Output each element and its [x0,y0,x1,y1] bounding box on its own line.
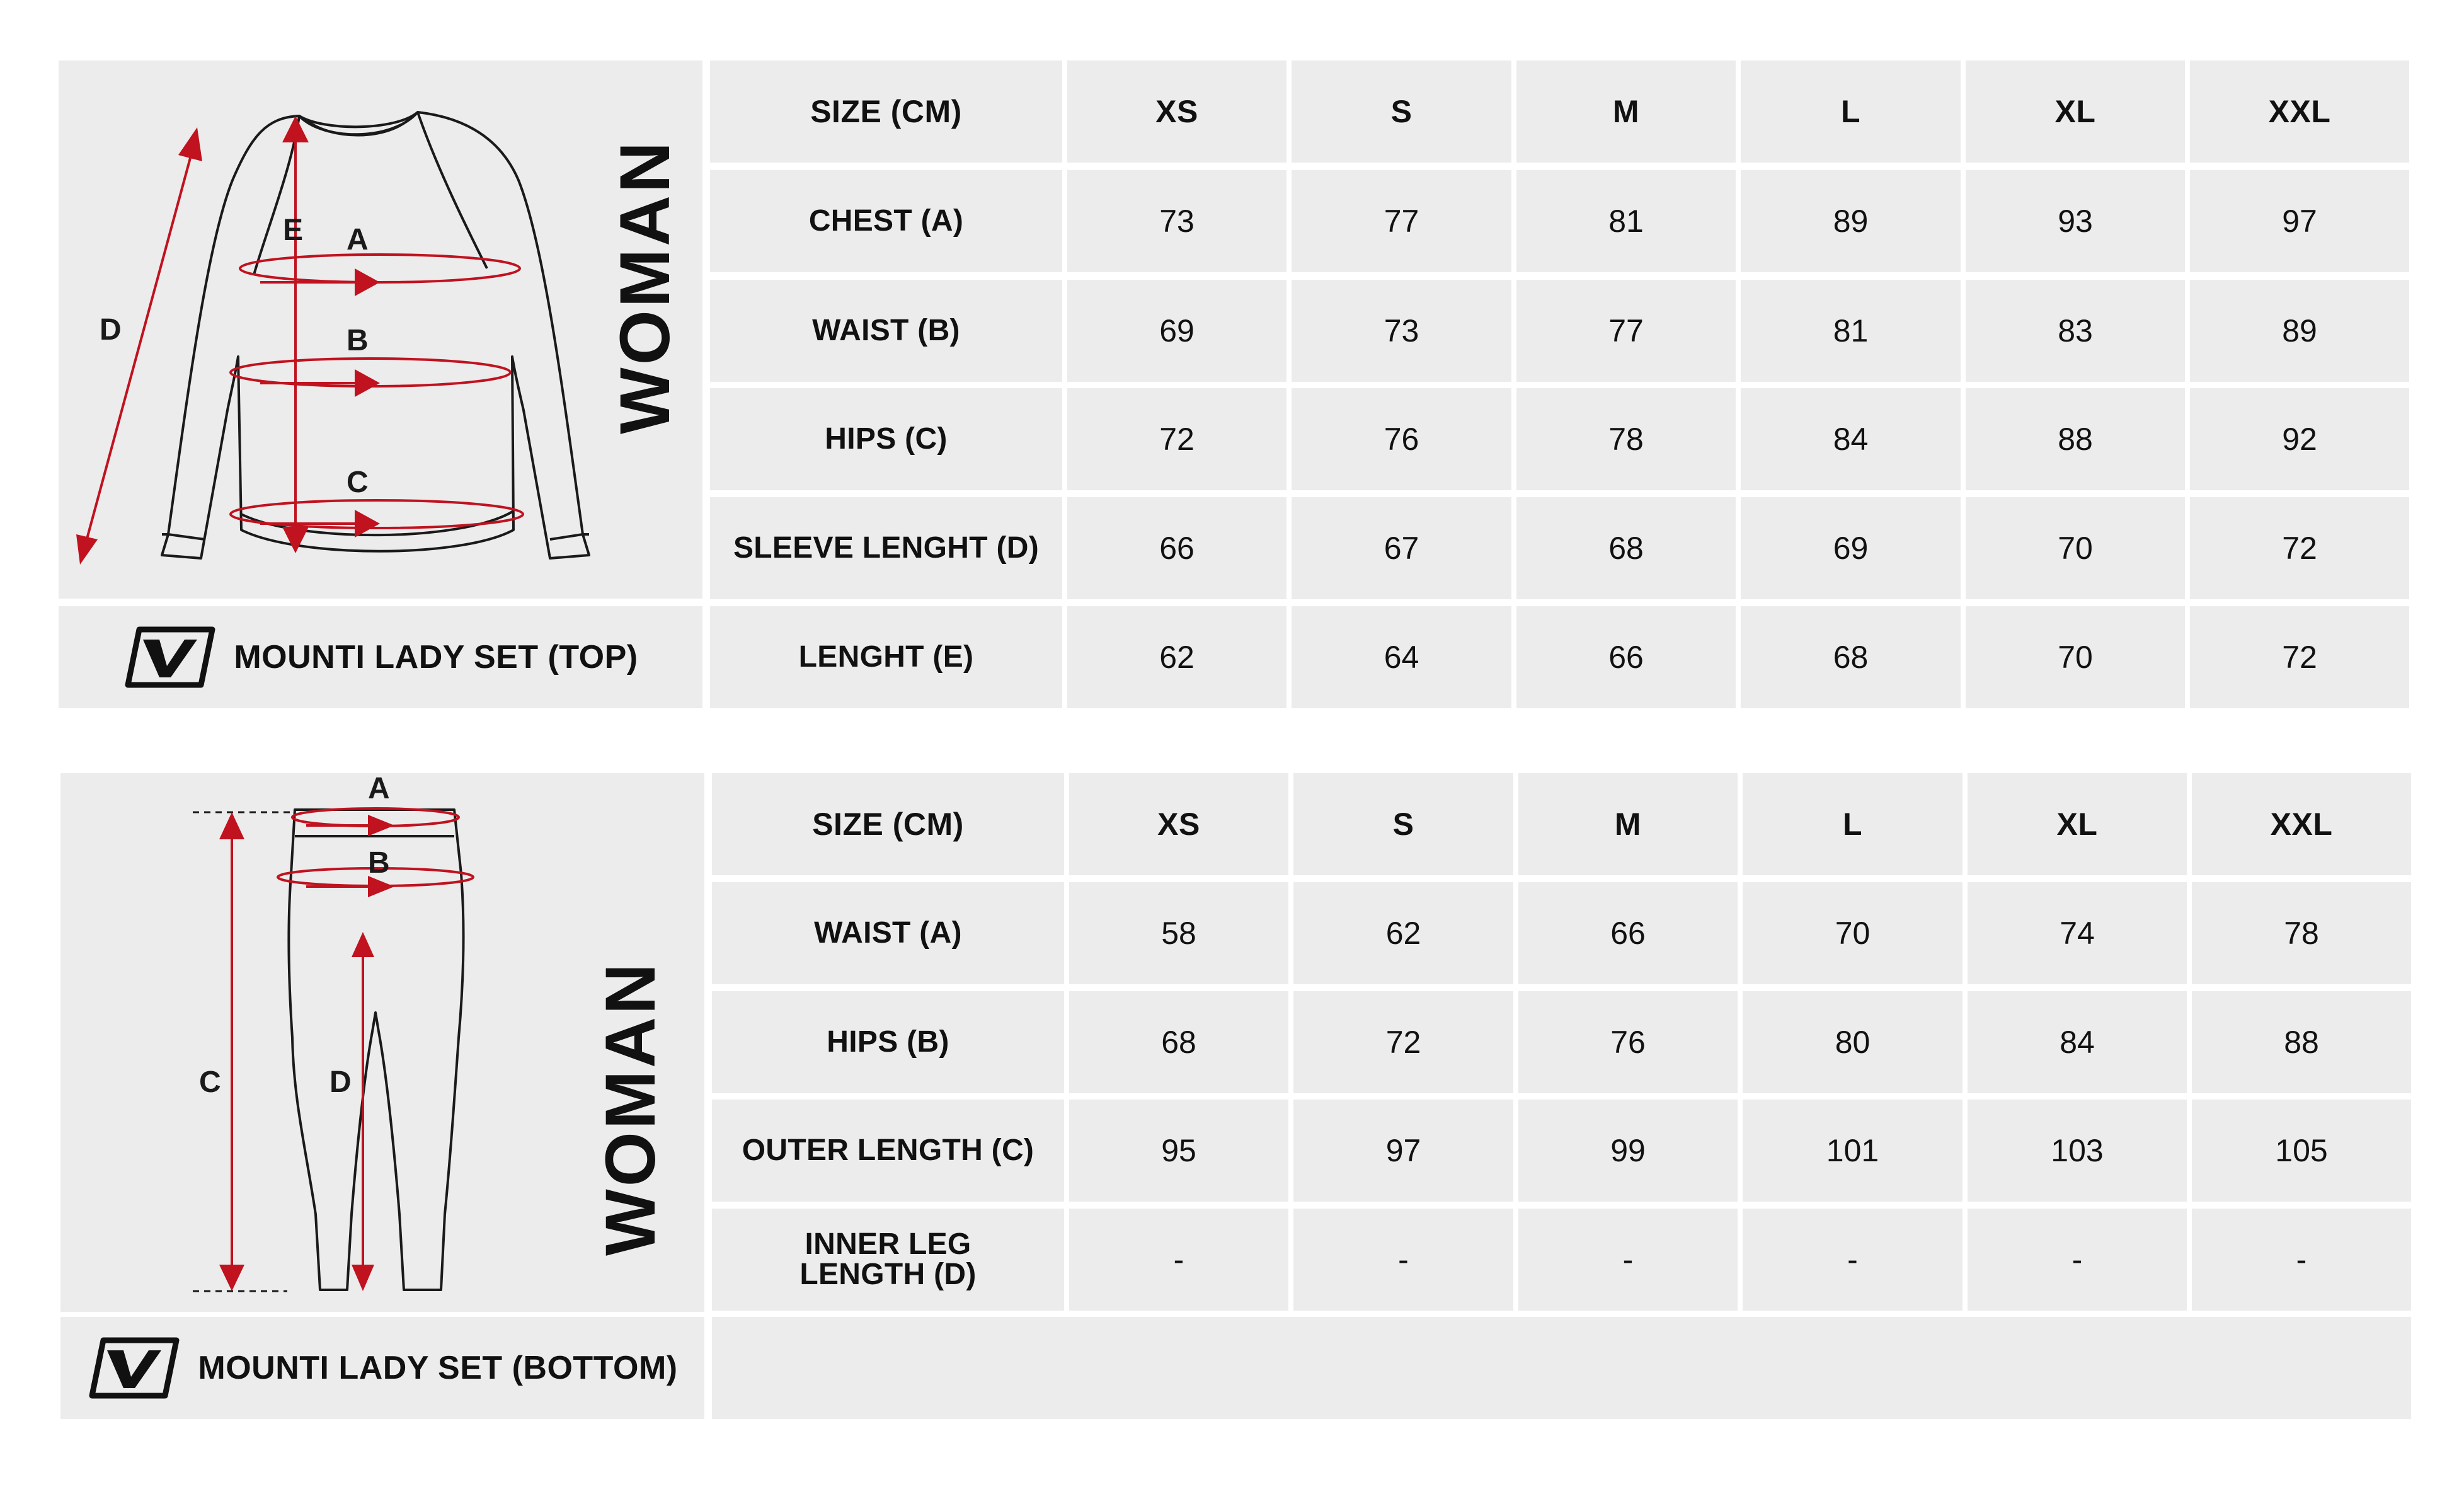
top-header-size: L [1741,60,1961,163]
bottom-row-label-line: INNER LEG [805,1227,971,1261]
top-cell-value: 92 [2190,388,2409,490]
top-illustration-panel [59,60,702,599]
bottom-cell-value: 68 [1069,991,1288,1093]
diagram-letter-c: C [199,1066,221,1099]
diagram-letter-a: A [347,223,369,256]
diagram-letter-b: B [347,324,369,357]
bottom-cell-value: 72 [1293,991,1513,1093]
bottom-cell-value: 99 [1518,1100,1738,1202]
top-cell-value: 66 [1067,497,1286,599]
top-cell-value: 97 [2190,170,2409,272]
bottom-cell-value: 76 [1518,991,1738,1093]
bottom-product-name: MOUNTI LADY SET (BOTTOM) [198,1350,678,1386]
bottom-row-label-line: LENGTH (D) [799,1258,977,1291]
bottom-cell-value: - [1518,1209,1738,1311]
diagram-letter-c: C [347,466,369,499]
top-cell-value: 72 [2190,606,2409,708]
top-cell-value: 70 [1966,497,2185,599]
bottom-cell-value: 88 [2192,991,2411,1093]
top-cell-value: 73 [1292,280,1511,382]
bottom-header-size: M [1518,773,1738,875]
top-cell-value: 81 [1741,280,1961,382]
top-cell-value: 68 [1741,606,1961,708]
top-cell-value: 68 [1516,497,1736,599]
bottom-empty-cell [712,1317,2411,1419]
top-cell-value: 78 [1516,388,1736,490]
top-cell-value: 77 [1516,280,1736,382]
brand-logo-icon [123,624,217,690]
diagram-letter-d: D [100,313,122,347]
bottom-illustration-panel [60,773,704,1312]
bottom-cell-value: 70 [1743,882,1963,984]
bottom-row-label [712,1209,1064,1311]
bottom-cell-value: 58 [1069,882,1288,984]
bottom-cell-value: - [2192,1209,2411,1311]
top-cell-value: 76 [1292,388,1511,490]
bottom-cell-value: 97 [1293,1100,1513,1202]
top-row-label: CHEST (A) [710,170,1062,272]
top-cell-value: 73 [1067,170,1286,272]
bottom-cell-value: 80 [1743,991,1963,1093]
diagram-letter-b: B [368,846,390,880]
bottom-cell-value: 101 [1743,1100,1963,1202]
top-cell-value: 88 [1966,388,2185,490]
top-header-size: M [1516,60,1736,163]
bottom-cell-value: 66 [1518,882,1738,984]
bottom-product-cell [60,1317,704,1419]
bottom-header-size: L [1743,773,1963,875]
top-cell-value: 62 [1067,606,1286,708]
diagram-letter-a: A [368,773,390,805]
bottom-cell-value: - [1968,1209,2187,1311]
top-cell-value: 81 [1516,170,1736,272]
brand-logo-icon [87,1335,181,1401]
top-header-size-cm: SIZE (CM) [710,60,1062,163]
top-product-cell [59,606,702,708]
bottom-cell-value: - [1069,1209,1288,1311]
top-cell-value: 64 [1292,606,1511,708]
bottom-cell-value: 103 [1968,1100,2187,1202]
top-cell-value: 83 [1966,280,2185,382]
bottom-product-brand [87,1335,677,1401]
bottom-header-size: XXL [2192,773,2411,875]
bottom-cell-value: 95 [1069,1100,1288,1202]
top-cell-value: 93 [1966,170,2185,272]
diagram-letter-d: D [329,1066,352,1099]
bottom-cell-value: - [1293,1209,1513,1311]
top-row-label: LENGHT (E) [710,606,1062,708]
gender-label-top: WOMAN [605,139,684,434]
top-cell-value: 72 [2190,497,2409,599]
diagram-letter-e: E [283,214,304,247]
top-cell-value: 66 [1516,606,1736,708]
top-header-size: S [1292,60,1511,163]
top-cell-value: 69 [1741,497,1961,599]
bottom-row-label: HIPS (B) [712,991,1064,1093]
bottom-cell-value: 78 [2192,882,2411,984]
bottom-header-size-cm: SIZE (CM) [712,773,1064,875]
top-cell-value: 89 [1741,170,1961,272]
bottom-cell-value: 84 [1968,991,2187,1093]
top-cell-value: 84 [1741,388,1961,490]
top-cell-value: 89 [2190,280,2409,382]
bottom-cell-value: 62 [1293,882,1513,984]
top-product-brand [123,624,638,690]
top-cell-value: 67 [1292,497,1511,599]
top-cell-value: 69 [1067,280,1286,382]
bottom-header-size: XL [1968,773,2187,875]
top-cell-value: 70 [1966,606,2185,708]
bottom-cell-value: 105 [2192,1100,2411,1202]
bottom-cell-value: - [1743,1209,1963,1311]
top-row-label: WAIST (B) [710,280,1062,382]
bottom-row-label: OUTER LENGTH (C) [712,1100,1064,1202]
top-cell-value: 72 [1067,388,1286,490]
gender-label-bottom: WOMAN [591,961,670,1256]
top-header-size: XS [1067,60,1286,163]
top-product-name: MOUNTI LADY SET (TOP) [234,639,638,675]
bottom-cell-value: 74 [1968,882,2187,984]
bottom-header-size: S [1293,773,1513,875]
top-header-size: XXL [2190,60,2409,163]
bottom-header-size: XS [1069,773,1288,875]
top-row-label: HIPS (C) [710,388,1062,490]
top-cell-value: 77 [1292,170,1511,272]
top-row-label: SLEEVE LENGHT (D) [710,497,1062,599]
bottom-row-label: WAIST (A) [712,882,1064,984]
top-header-size: XL [1966,60,2185,163]
